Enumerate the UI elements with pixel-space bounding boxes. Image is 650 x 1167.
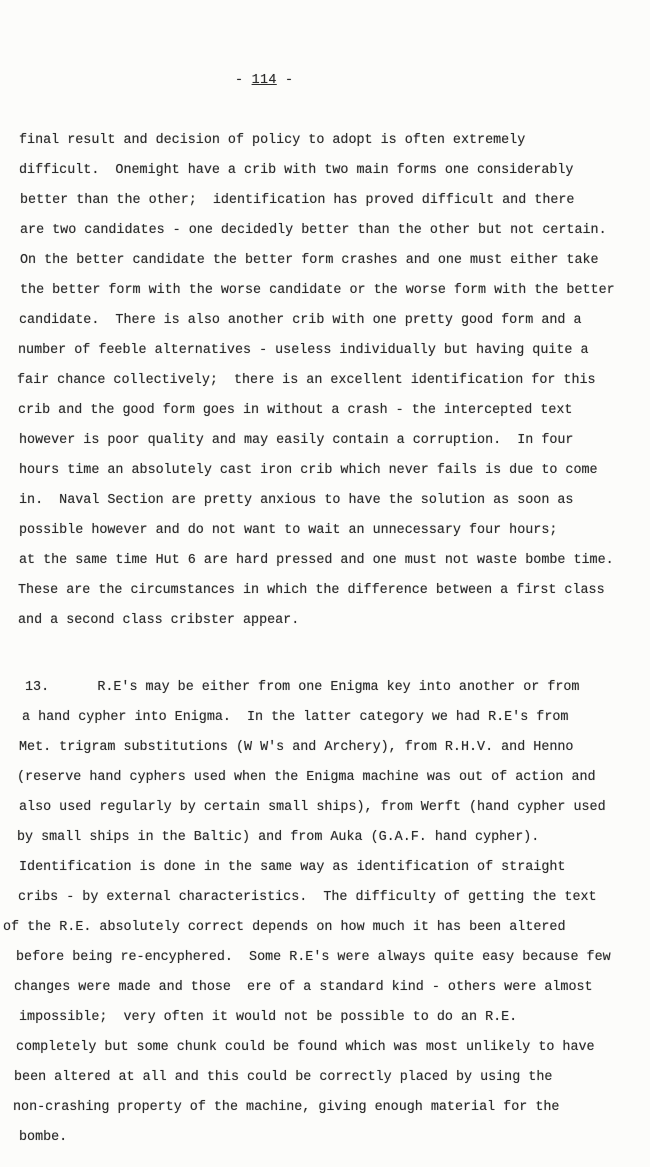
text-line: changes were made and those ere of a standard kind - others were almost <box>14 980 593 995</box>
paragraph-re-section-13 <box>3 673 639 1153</box>
text-line: candidate. There is also another crib with one pretty good form and a <box>19 313 582 328</box>
page-number <box>235 72 293 90</box>
text-line: (reserve hand cyphers used when the Enigma machine was out of action and <box>17 770 596 785</box>
text-line: Met. trigram substitutions (W W's and Archery), from R.H.V. and Henno <box>19 740 574 755</box>
text-line: been altered at all and this could be correctly placed by using the <box>14 1070 553 1085</box>
text-line: On the better candidate the better form crashes and one must either take <box>20 253 599 268</box>
text-line: by small ships in the Baltic) and from Auka (G.A.F. hand cypher). <box>17 830 540 845</box>
text-line: number of feeble alternatives - useless individually but having quite a <box>18 343 589 358</box>
text-line: in. Naval Section are pretty anxious to have the solution as soon as <box>19 493 574 508</box>
paragraph-cribs <box>19 126 639 636</box>
text-line: impossible; very often it would not be possible to do an R.E. <box>19 1010 518 1025</box>
text-line: are two candidates - one decidedly better than the other but not certain. <box>20 223 607 238</box>
page-number-right-dash: - <box>276 73 294 88</box>
text-line: completely but some chunk could be found which was most unlikely to have <box>16 1040 595 1055</box>
text-line: final result and decision of policy to adopt is often extremely <box>19 133 526 148</box>
text-line: and a second class cribster appear. <box>18 613 300 628</box>
text-line: fair chance collectively; there is an excellent identification for this <box>17 373 596 388</box>
text-line: a hand cypher into Enigma. In the latter category we had R.E's from <box>22 710 569 725</box>
text-line: 13. R.E's may be either from one Enigma key into another or from <box>25 680 580 695</box>
page-number-value: 114 <box>251 73 277 88</box>
text-line: crib and the good form goes in without a crash - the intercepted text <box>18 403 573 418</box>
text-line: Identification is done in the same way as identification of straight <box>19 860 566 875</box>
text-line: difficult. Onemight have a crib with two main forms one considerably <box>19 163 574 178</box>
text-line: bombe. <box>19 1130 68 1145</box>
text-line: better than the other; identification has proved difficult and there <box>20 193 575 208</box>
text-line: possible however and do not want to wait an unnecessary four hours; <box>19 523 558 538</box>
text-line: cribs - by external characteristics. The difficulty of getting the text <box>18 890 597 905</box>
text-line: hours time an absolutely cast iron crib which never fails is due to come <box>19 463 598 478</box>
text-line: at the same time Hut 6 are hard pressed and one must not waste bombe time. <box>19 553 614 568</box>
text-line: before being re-encyphered. Some R.E's were always quite easy because few <box>16 950 611 965</box>
document-body <box>3 126 639 1153</box>
text-line: non-crashing property of the machine, giving enough material for the <box>13 1100 560 1115</box>
text-line: also used regularly by certain small ships), from Werft (hand cypher used <box>19 800 606 815</box>
text-line: of the R.E. absolutely correct depends on how much it has been altered <box>3 920 566 935</box>
text-line: the better form with the worse candidate or the worse form with the better <box>20 283 615 298</box>
page-number-left-dash: - <box>235 73 252 88</box>
text-line: however is poor quality and may easily contain a corruption. In four <box>19 433 574 448</box>
text-line: These are the circumstances in which the difference between a first class <box>18 583 605 598</box>
